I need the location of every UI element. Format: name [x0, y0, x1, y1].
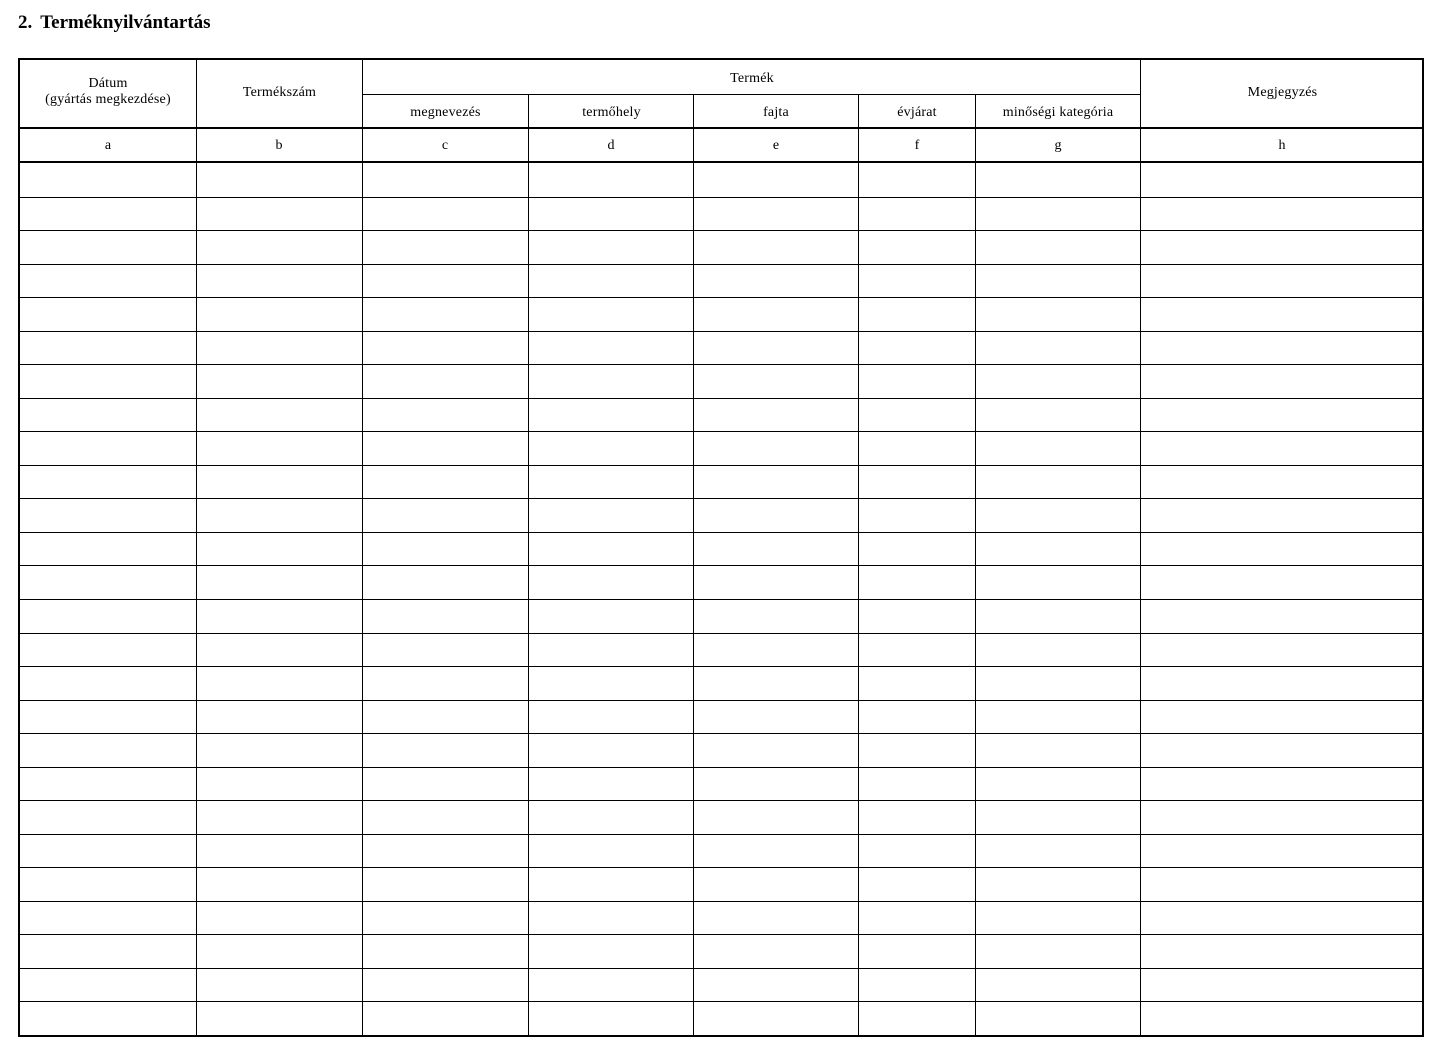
table-row-divider [20, 800, 1422, 801]
letters-bottom-rule [20, 161, 1422, 163]
column-letter-g: g [1054, 138, 1062, 153]
table-row-divider [20, 364, 1422, 365]
column-letter-c: c [441, 138, 449, 153]
table-row-divider [20, 1001, 1422, 1002]
table-row-divider [20, 565, 1422, 566]
header-termohely: termőhely [582, 105, 641, 120]
table-row-divider [20, 834, 1422, 835]
section-title-text: Terméknyilvántartás [40, 12, 211, 33]
table-row-divider [20, 901, 1422, 902]
column-letter-a: a [104, 138, 112, 153]
table-row-divider [20, 700, 1422, 701]
header-termek: Termék [730, 71, 774, 86]
section-number: 2. [18, 12, 33, 33]
table-row-divider [20, 197, 1422, 198]
table-row-divider [20, 767, 1422, 768]
table-row-divider [20, 867, 1422, 868]
table-row-divider [20, 599, 1422, 600]
table-row-divider [20, 968, 1422, 969]
section-title [18, 12, 211, 34]
column-letter-h: h [1278, 138, 1286, 153]
column-divider [362, 60, 363, 1035]
header-megnevezes: megnevezés [410, 105, 481, 120]
table-row-divider [20, 934, 1422, 935]
header-subdivider-line [363, 94, 1141, 95]
header-fajta: fajta [763, 105, 789, 120]
header-megjegyzes: Megjegyzés [1247, 85, 1318, 100]
table-row-divider [20, 666, 1422, 667]
table-row-divider [20, 398, 1422, 399]
header-bottom-rule [20, 127, 1422, 129]
product-register-table [18, 58, 1424, 1037]
table-row-divider [20, 465, 1422, 466]
column-letter-f: f [914, 138, 920, 153]
header-minosegi-kategoria: minőségi kategória [1002, 105, 1114, 120]
table-row-divider [20, 733, 1422, 734]
column-letter-e: e [772, 138, 780, 153]
table-row-divider [20, 264, 1422, 265]
table-row-divider [20, 230, 1422, 231]
table-row-divider [20, 633, 1422, 634]
column-divider [1140, 60, 1141, 1035]
header-datum [20, 76, 196, 108]
table-row-divider [20, 532, 1422, 533]
table-row-divider [20, 498, 1422, 499]
header-termekszam: Termékszám [242, 85, 317, 100]
header-datum-line2: (gyártás megkezdése) [45, 92, 171, 107]
column-letter-d: d [607, 138, 615, 153]
header-evjarat: évjárat [897, 105, 937, 120]
column-letter-b: b [275, 138, 283, 153]
header-datum-line1: Dátum [88, 76, 128, 91]
table-row-divider [20, 331, 1422, 332]
table-row-divider [20, 297, 1422, 298]
column-divider [196, 60, 197, 1035]
table-row-divider [20, 431, 1422, 432]
